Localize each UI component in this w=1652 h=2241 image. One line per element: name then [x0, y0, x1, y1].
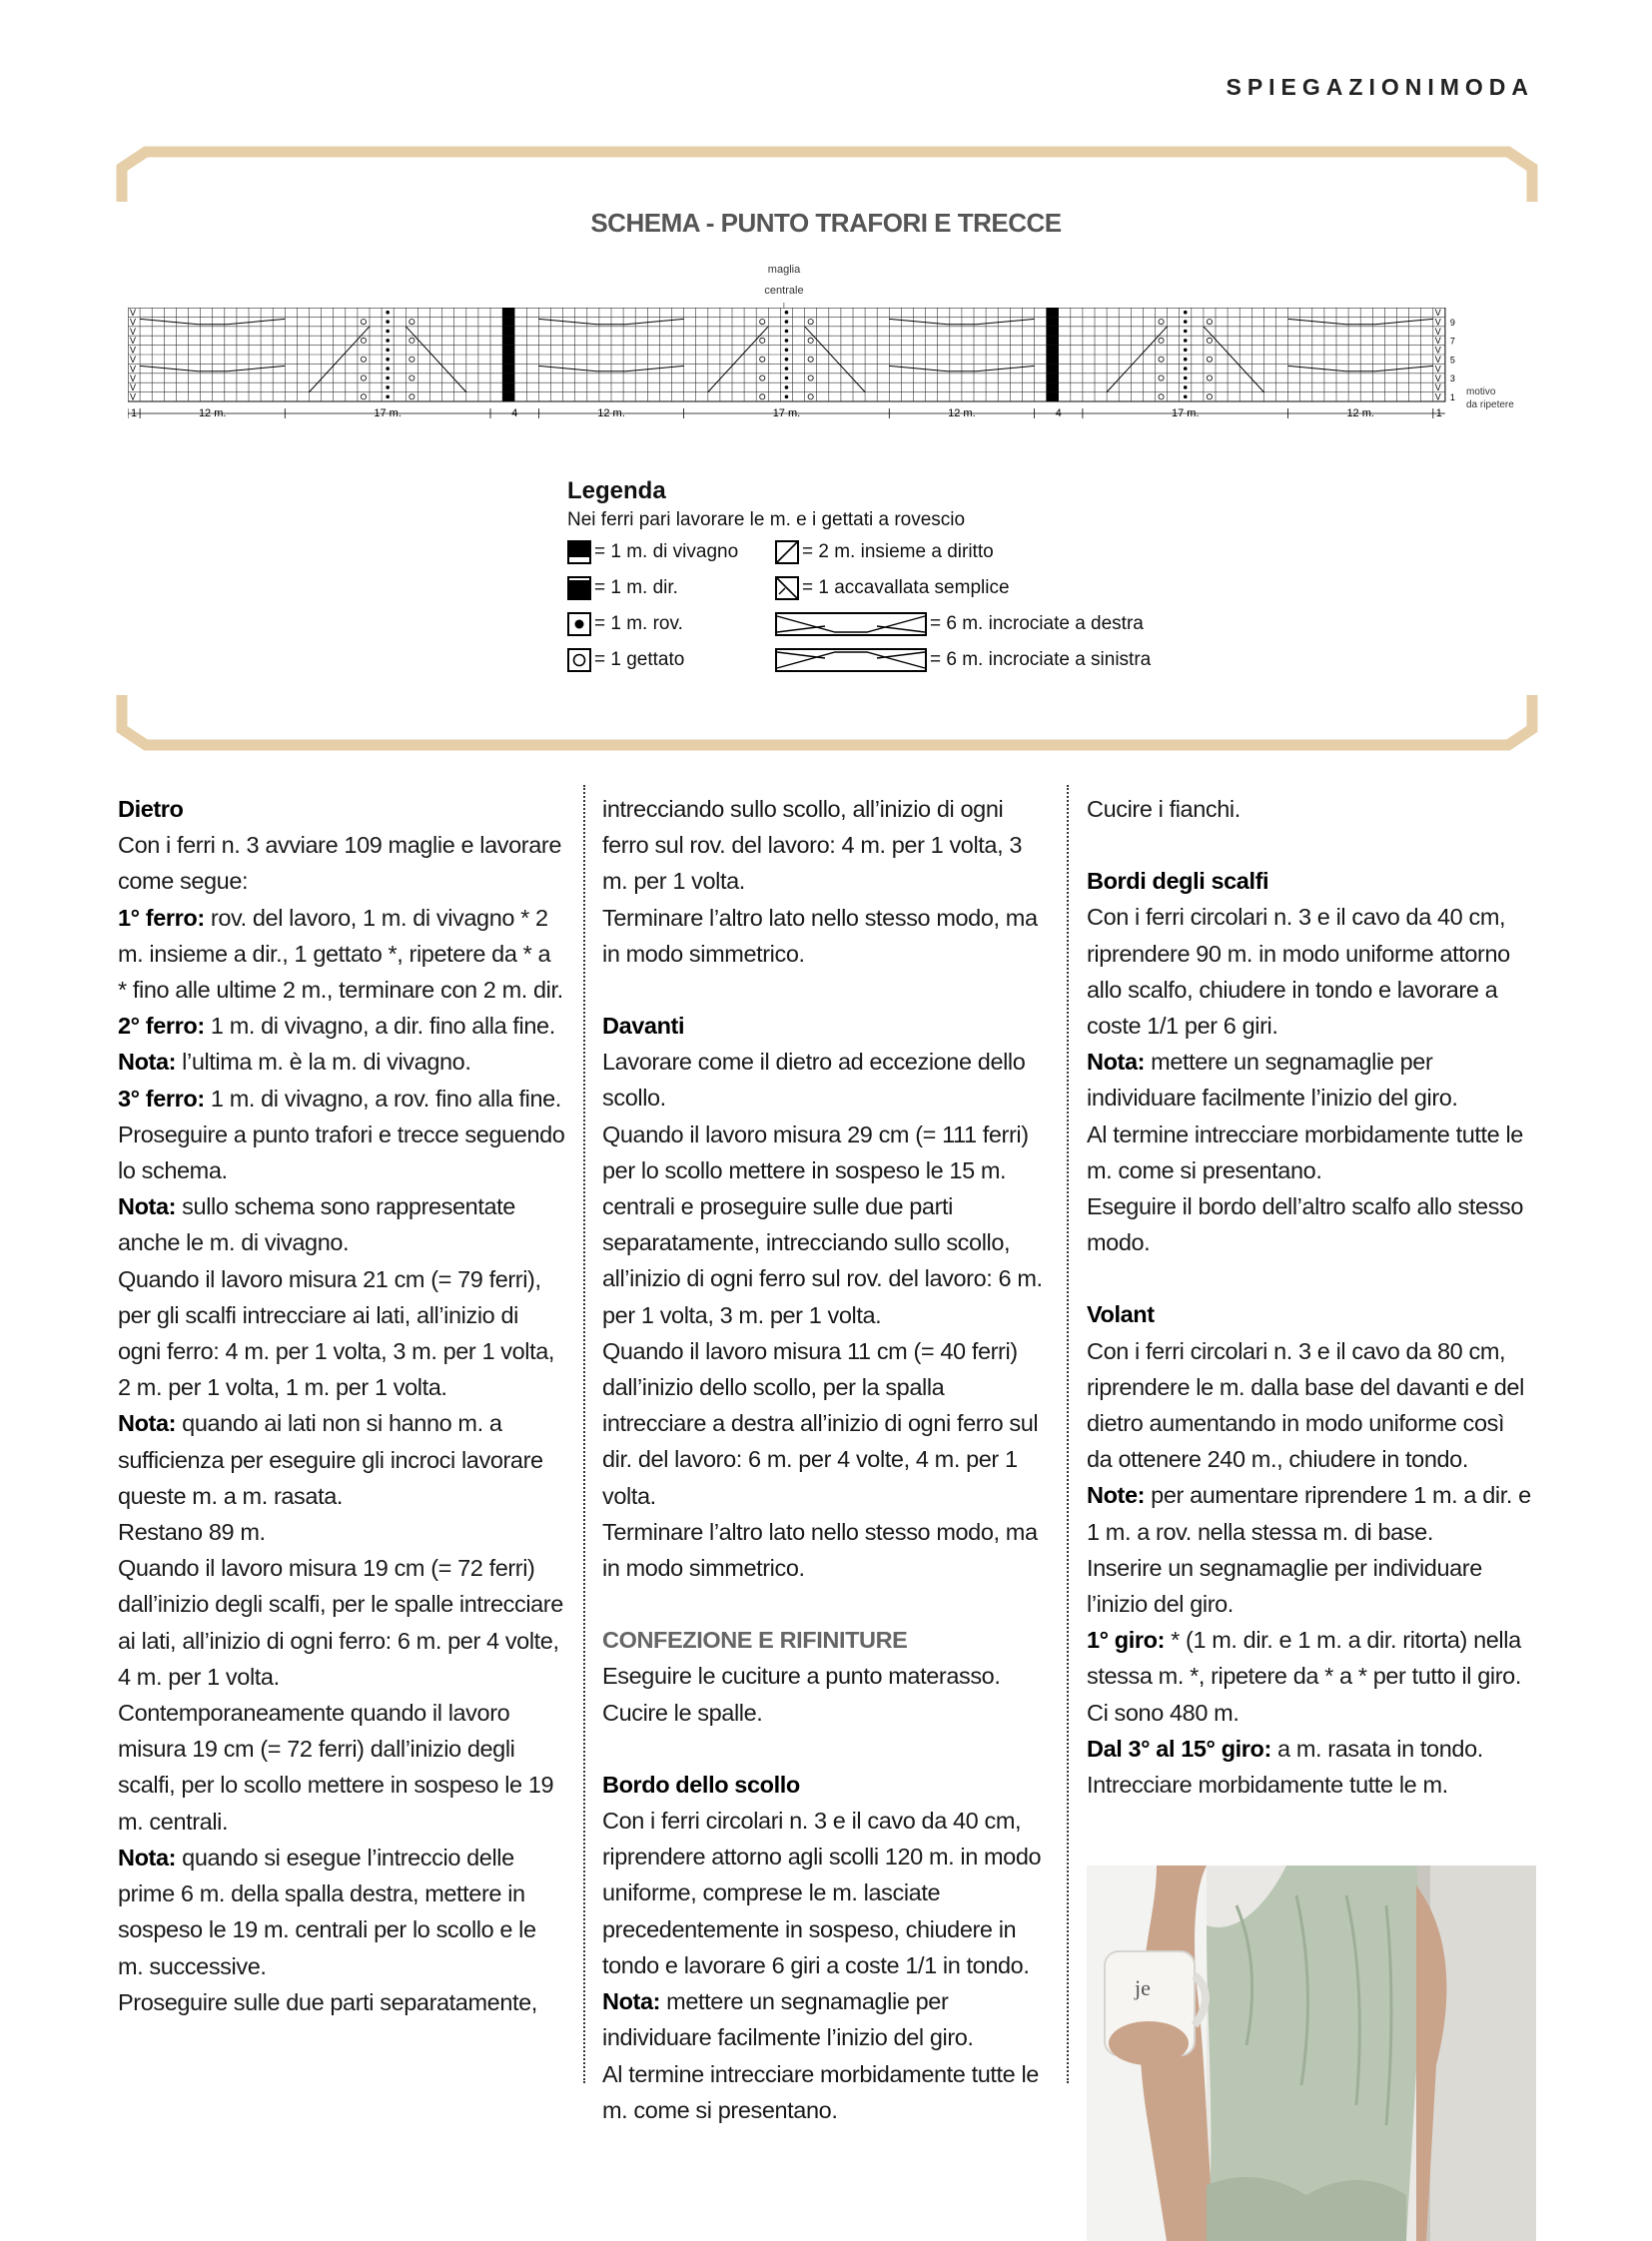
knit-block: [502, 346, 514, 355]
selvage-stitch-icon: [567, 540, 591, 564]
heading-bordo-scollo: Bordo dello scollo: [602, 1771, 800, 1798]
group-label: 17 m.: [772, 407, 801, 419]
paragraph: Restano 89 m.: [118, 1519, 266, 1546]
row-number: 7: [1449, 336, 1455, 347]
selvage-mark: V: [1434, 382, 1441, 393]
group-label: 4: [511, 407, 518, 419]
frame-bottom-border: [116, 691, 1538, 751]
center-stitch-label: maglia centrale: [764, 264, 804, 297]
knit-stitch-icon: [567, 576, 591, 600]
group-label: 4: [1055, 407, 1062, 419]
purl-dot: [785, 367, 789, 371]
cable-right-icon: [775, 612, 927, 636]
note: Nota: quando si esegue l’intreccio delle prime 6 m. della spalla destra, mettere in sospeso le 19 m. centrali per lo scollo e le m. successive.: [118, 1844, 536, 1979]
paragraph: Intrecciare morbidamente tutte le m.: [1087, 1772, 1448, 1799]
purl-dot: [785, 339, 789, 343]
svg-text:je: je: [1135, 1975, 1151, 2000]
paragraph: Ci sono 480 m.: [1087, 1699, 1239, 1726]
note: Nota: mettere un segnamaglie per individuare facilmente l’inizio del giro.: [602, 1988, 974, 2051]
text-column-1: [118, 791, 565, 2020]
selvage-mark: V: [1434, 391, 1441, 402]
paragraph: Eseguire il bordo dell’altro scalfo allo stesso modo.: [1087, 1193, 1524, 1256]
paragraph: Proseguire sulle due parti separatamente,: [118, 1988, 537, 2015]
purl-dot: [785, 385, 789, 389]
selvage-mark: V: [130, 364, 137, 374]
knit-block: [1047, 355, 1059, 364]
note: Nota: sullo schema sono rappresentate anche le m. di vivagno.: [118, 1193, 515, 1256]
paragraph: Dal 3° al 15° giro: a m. rasata in tondo.: [1087, 1735, 1483, 1762]
text-column-2: [602, 791, 1050, 2128]
note: Note: per aumentare riprendere 1 m. a dir. e 1 m. a rov. nella stessa m. di base.: [1087, 1482, 1531, 1545]
heading-dietro: Dietro: [118, 796, 184, 822]
knit-block: [1047, 317, 1059, 326]
frame-top-border: [116, 146, 1538, 206]
legend-item-cable-left: = 6 m. incrociate a sinistra: [775, 645, 1151, 675]
legend-item-cable-right: = 6 m. incrociate a destra: [775, 609, 1144, 639]
knit-block: [1047, 374, 1059, 382]
repeat-label: motivo da ripetere: [1466, 386, 1514, 410]
selvage-mark: V: [130, 336, 137, 347]
row-number: 3: [1449, 374, 1455, 384]
row-number: 1: [1449, 392, 1455, 402]
purl-dot: [785, 330, 789, 334]
paragraph: 1° ferro: rov. del lavoro, 1 m. di vivagno * 2 m. insieme a dir., 1 gettato *, ripetere da * a * fino alle ultime 2 m., terminare con 2 m. dir.: [118, 904, 563, 1004]
heading-volant: Volant: [1087, 1301, 1155, 1328]
legend-item-purl: = 1 m. rov.: [567, 609, 683, 639]
purl-dot: [1184, 367, 1188, 371]
column-divider: [583, 785, 585, 2083]
paragraph: Terminare l’altro lato nello stesso modo, ma in modo simmetrico.: [602, 904, 1038, 967]
selvage-mark: V: [130, 355, 137, 365]
knit-block: [502, 392, 514, 401]
paragraph: Con i ferri n. 3 avviare 109 maglie e lavorare come segue:: [118, 832, 561, 895]
group-label: 17 m.: [1171, 407, 1200, 419]
selvage-mark: V: [130, 373, 137, 383]
knit-block: [502, 308, 514, 317]
purl-dot: [386, 330, 390, 334]
selvage-mark: V: [130, 308, 137, 318]
heading-davanti: Davanti: [602, 1013, 685, 1040]
purl-dot: [1184, 320, 1188, 324]
paragraph: Contemporaneamente quando il lavoro misura 19 cm (= 72 ferri) dall’inizio degli scalfi, per lo scollo mettere in sospeso le 19 m. centrali.: [118, 1700, 554, 1835]
selvage-mark: V: [1434, 326, 1441, 337]
skp-icon: [775, 576, 799, 600]
purl-dot: [785, 376, 789, 380]
paragraph: Quando il lavoro misura 19 cm (= 72 ferri) dall’inizio degli scalfi, per le spalle intrecciare ai lati, all’inizio di ogni ferro: 6 m. per 4 volte, 4 m. per 1 volta.: [118, 1555, 563, 1690]
purl-dot: [386, 320, 390, 324]
heading-confezione: CONFEZIONE E RIFINITURE: [602, 1627, 908, 1654]
selvage-mark: V: [130, 382, 137, 393]
purl-dot: [785, 311, 789, 315]
purl-dot: [386, 311, 390, 315]
paragraph: Inserire un segnamaglie per individuare l’inizio del giro.: [1087, 1554, 1482, 1618]
purl-dot: [386, 385, 390, 389]
paragraph: Cucire i fianchi.: [1087, 796, 1240, 822]
legend-note: Nei ferri pari lavorare le m. e i gettati a rovescio: [567, 509, 966, 530]
selvage-mark: V: [130, 391, 137, 402]
paragraph: Eseguire le cuciture a punto materasso.: [602, 1663, 1001, 1690]
paragraph: Con i ferri circolari n. 3 e il cavo da 80 cm, riprendere le m. dalla base del davanti e del dietro aumentando in modo uniforme così da ottenere 240 m., chiudere in tondo.: [1087, 1337, 1524, 1473]
paragraph: Proseguire a punto trafori e trecce seguendo lo schema.: [118, 1120, 565, 1184]
purl-dot: [1184, 349, 1188, 353]
purl-dot: [386, 339, 390, 343]
selvage-mark: V: [1434, 345, 1441, 356]
knit-block: [502, 327, 514, 336]
purl-dot: [1184, 385, 1188, 389]
group-label: 17 m.: [374, 407, 402, 419]
selvage-mark: V: [1434, 355, 1441, 365]
purl-dot: [785, 320, 789, 324]
photo-illustration: [1087, 1866, 1536, 2241]
selvage-mark: V: [1434, 336, 1441, 347]
knit-block: [502, 336, 514, 345]
note: Nota: quando ai lati non si hanno m. a sufficienza per eseguire gli incroci lavorare queste m. a m. rasata.: [118, 1410, 543, 1509]
purl-dot: [1184, 395, 1188, 399]
purl-dot: [1184, 376, 1188, 380]
knit-block: [1047, 308, 1059, 317]
legend-item-k2tog: = 2 m. insieme a diritto: [775, 537, 994, 567]
paragraph: intrecciando sullo scollo, all’inizio di ogni ferro sul rov. del lavoro: 4 m. per 1 volta, 3 m. per 1 volta.: [602, 796, 1023, 895]
purl-dot: [1184, 311, 1188, 315]
note: Nota: mettere un segnamaglie per individuare facilmente l’inizio del giro.: [1087, 1049, 1458, 1112]
paragraph: Quando il lavoro misura 11 cm (= 40 ferri) dall’inizio dello scollo, per la spalla intrecciare a destra all’inizio di ogni ferro sul dir. del lavoro: 6 m. per 4 volte, 4 m. per 1 volta.: [602, 1337, 1039, 1509]
knit-block: [502, 355, 514, 364]
paragraph: 1° giro: * (1 m. dir. e 1 m. a dir. ritorta) nella stessa m. *, ripetere da * a * per tutto il giro.: [1087, 1627, 1521, 1690]
stitch-chart: [128, 308, 1456, 457]
selvage-mark: V: [1434, 364, 1441, 374]
paragraph: Al termine intrecciare morbidamente tutte le m. come si presentano.: [602, 2060, 1039, 2123]
knit-block: [1047, 327, 1059, 336]
schema-title: SCHEMA - PUNTO TRAFORI E TRECCE: [590, 208, 1062, 238]
paragraph: 2° ferro: 1 m. di vivagno, a dir. fino alla fine.: [118, 1013, 555, 1040]
selvage-mark: V: [130, 326, 137, 337]
column-divider: [1067, 785, 1069, 2083]
knit-block: [1047, 382, 1059, 391]
purl-dot: [386, 349, 390, 353]
purl-dot: [785, 395, 789, 399]
knit-block: [502, 317, 514, 326]
knit-block: [1047, 346, 1059, 355]
heading-bordi-scalfi: Bordi degli scalfi: [1087, 868, 1269, 895]
yarn-over-icon: [567, 648, 591, 672]
legend-item-yarn-over: = 1 gettato: [567, 645, 684, 675]
knit-block: [502, 364, 514, 373]
section-label: SPIEGAZIONIMODA: [1226, 74, 1534, 100]
knit-block: [1047, 364, 1059, 373]
purl-stitch-icon: [567, 612, 591, 636]
purl-dot: [386, 367, 390, 371]
text-column-3: [1087, 791, 1534, 1803]
paragraph: Con i ferri circolari n. 3 e il cavo da 40 cm, riprendere 90 m. in modo uniforme attorno allo scalfo, chiudere in tondo e lavorare a coste 1/1 per 6 giri.: [1087, 904, 1510, 1040]
purl-dot: [1184, 358, 1188, 362]
legend-item-knit: = 1 m. dir.: [567, 573, 678, 603]
group-label: 1: [1435, 407, 1442, 419]
paragraph: Al termine intrecciare morbidamente tutte le m. come si presentano.: [1087, 1120, 1523, 1183]
knit-block: [502, 382, 514, 391]
paragraph: Terminare l’altro lato nello stesso modo, ma in modo simmetrico.: [602, 1518, 1038, 1582]
purl-dot: [386, 358, 390, 362]
group-label: 12 m.: [597, 407, 625, 419]
selvage-mark: V: [130, 317, 137, 328]
paragraph: Quando il lavoro misura 29 cm (= 111 ferri) per lo scollo mettere in sospeso le 15 m. centrali e proseguire sulle due parti separatamente, intrecciando sullo scollo, all’inizio di ogni ferro sul rov. del lavoro: 6 m. per 1 volta, 3 m. per 1 volta.: [602, 1120, 1043, 1328]
legend-item-skp: = 1 accavallata semplice: [775, 573, 1010, 603]
model-photo: [1087, 1866, 1536, 2241]
purl-dot: [386, 376, 390, 380]
selvage-mark: V: [1434, 373, 1441, 383]
selvage-mark: V: [130, 345, 137, 356]
paragraph: Con i ferri circolari n. 3 e il cavo da 40 cm, riprendere attorno agli scolli 120 m. in modo uniforme, comprese le m. lasciate precedentemente in sospeso, chiudere in tondo e lavorare 6 giri a coste 1/1 in tondo.: [602, 1808, 1042, 1978]
legend-title: Legenda: [567, 477, 666, 504]
purl-dot: [785, 349, 789, 353]
paragraph: Cucire le spalle.: [602, 1699, 763, 1726]
legend: [567, 477, 1266, 685]
k2tog-icon: [775, 540, 799, 564]
purl-dot: [1184, 339, 1188, 343]
paragraph: Quando il lavoro misura 21 cm (= 79 ferri), per gli scalfi intrecciare ai lati, all’inizio di ogni ferro: 4 m. per 1 volta, 3 m. per 1 volta, 2 m. per 1 volta, 1 m. per 1 volta.: [118, 1265, 555, 1401]
paragraph: 3° ferro: 1 m. di vivagno, a rov. fino alla fine.: [118, 1085, 561, 1112]
group-label: 12 m.: [948, 407, 976, 419]
cable-left-icon: [775, 648, 927, 672]
selvage-mark: V: [1434, 317, 1441, 328]
note: Nota: l’ultima m. è la m. di vivagno.: [118, 1049, 471, 1076]
purl-dot: [1184, 330, 1188, 334]
purl-dot: [386, 395, 390, 399]
row-number: 9: [1449, 317, 1455, 328]
knit-block: [1047, 336, 1059, 345]
legend-item-selvage: = 1 m. di vivagno: [567, 537, 738, 567]
paragraph: Lavorare come il dietro ad eccezione dello scollo.: [602, 1049, 1026, 1112]
selvage-mark: V: [1434, 308, 1441, 318]
knit-block: [1047, 392, 1059, 401]
group-label: 12 m.: [1346, 407, 1374, 419]
purl-dot: [785, 358, 789, 362]
group-label: 12 m.: [198, 407, 227, 419]
group-label: 1: [130, 407, 138, 419]
row-number: 5: [1449, 355, 1455, 366]
knit-block: [502, 374, 514, 382]
